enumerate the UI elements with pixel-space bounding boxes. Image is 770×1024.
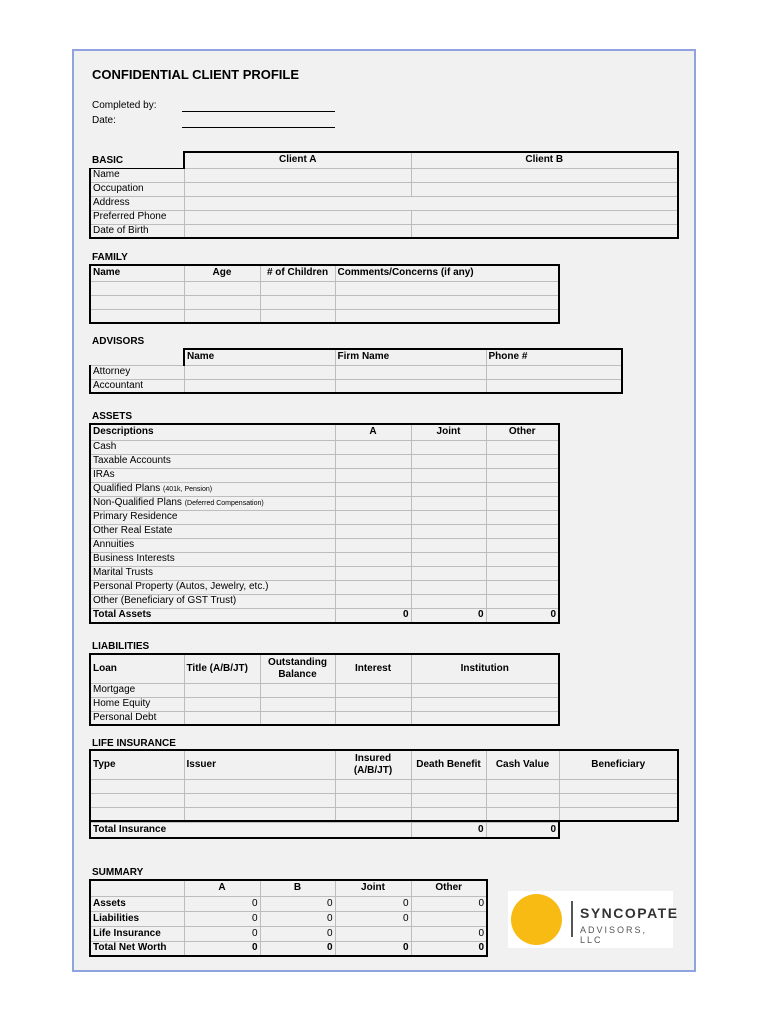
summary-cell xyxy=(411,911,487,926)
client-a-name-field[interactable] xyxy=(184,168,411,182)
asset-cell[interactable] xyxy=(411,454,486,468)
basic-row-label: Occupation xyxy=(90,182,184,196)
life-cell[interactable] xyxy=(486,807,559,821)
life-cell[interactable] xyxy=(184,779,335,793)
asset-cell[interactable] xyxy=(411,552,486,566)
syncopate-logo xyxy=(508,891,679,948)
page-title: CONFIDENTIAL CLIENT PROFILE xyxy=(92,67,300,82)
completed-by-label: Completed by: xyxy=(92,100,157,111)
liabilities-header: Institution xyxy=(411,654,559,683)
total-assets-a: 0 xyxy=(335,608,411,623)
summary-row-label: Liabilities xyxy=(90,911,184,926)
asset-cell[interactable] xyxy=(486,594,559,608)
liability-cell[interactable] xyxy=(260,711,335,725)
sun-icon xyxy=(511,894,562,945)
date-label: Date: xyxy=(92,115,116,126)
asset-cell[interactable] xyxy=(486,566,559,580)
asset-cell[interactable] xyxy=(335,538,411,552)
life-cell[interactable] xyxy=(184,807,335,821)
asset-cell[interactable] xyxy=(486,496,559,510)
summary-cell: 0 xyxy=(335,896,411,911)
liability-cell[interactable] xyxy=(335,711,411,725)
asset-cell[interactable] xyxy=(335,440,411,454)
assets-header: Descriptions xyxy=(90,424,335,440)
summary-header: Other xyxy=(411,880,487,896)
client-b-name-field[interactable] xyxy=(411,168,678,182)
liability-cell[interactable] xyxy=(335,697,411,711)
life-cell[interactable] xyxy=(559,793,678,807)
family-cell[interactable] xyxy=(90,295,184,309)
accountant-name-field[interactable] xyxy=(184,379,335,393)
asset-row-label: Qualified Plans (401k, Pension) xyxy=(90,482,335,496)
life-header: Cash Value xyxy=(486,750,559,779)
family-section-title: FAMILY xyxy=(92,252,128,263)
advisor-row-label: Attorney xyxy=(90,365,184,379)
summary-section-title: SUMMARY xyxy=(92,867,144,878)
family-cell[interactable] xyxy=(184,309,260,323)
asset-cell[interactable] xyxy=(335,524,411,538)
liability-cell[interactable] xyxy=(260,683,335,697)
assets-header: A xyxy=(335,424,411,440)
asset-cell[interactable] xyxy=(335,594,411,608)
life-header: Insured (A/B/JT) xyxy=(335,750,411,779)
summary-cell: 0 xyxy=(184,926,260,941)
attorney-phone-field[interactable] xyxy=(486,365,622,379)
asset-row-label: Cash xyxy=(90,440,335,454)
family-cell[interactable] xyxy=(260,309,335,323)
life-cell[interactable] xyxy=(411,793,486,807)
asset-cell[interactable] xyxy=(411,496,486,510)
summary-cell: 0 xyxy=(184,941,260,956)
liability-cell[interactable] xyxy=(411,711,559,725)
client-a-occupation-field[interactable] xyxy=(184,182,411,196)
life-cell[interactable] xyxy=(411,779,486,793)
client-b-dob-field[interactable] xyxy=(411,224,678,238)
address-field[interactable] xyxy=(184,196,678,210)
asset-cell[interactable] xyxy=(486,440,559,454)
summary-cell: 0 xyxy=(411,926,487,941)
advisors-header: Firm Name xyxy=(335,349,486,365)
liability-cell[interactable] xyxy=(184,711,260,725)
asset-row-label: IRAs xyxy=(90,468,335,482)
asset-row-label: Taxable Accounts xyxy=(90,454,335,468)
family-header: # of Children xyxy=(260,265,335,281)
asset-cell[interactable] xyxy=(335,496,411,510)
basic-row-label: Date of Birth xyxy=(90,224,184,238)
asset-cell[interactable] xyxy=(411,566,486,580)
summary-cell: 0 xyxy=(335,941,411,956)
asset-row-label: Business Interests xyxy=(90,552,335,566)
life-header: Beneficiary xyxy=(559,750,678,779)
life-cell[interactable] xyxy=(411,807,486,821)
liability-cell[interactable] xyxy=(184,683,260,697)
asset-cell[interactable] xyxy=(411,538,486,552)
asset-cell[interactable] xyxy=(335,552,411,566)
liability-cell[interactable] xyxy=(335,683,411,697)
liability-row-label: Home Equity xyxy=(90,697,184,711)
family-cell[interactable] xyxy=(335,295,559,309)
basic-table xyxy=(89,151,679,239)
client-b-header: Client B xyxy=(411,152,678,168)
summary-cell: 0 xyxy=(260,911,335,926)
asset-cell[interactable] xyxy=(411,482,486,496)
asset-cell[interactable] xyxy=(486,524,559,538)
asset-row-label: Personal Property (Autos, Jewelry, etc.) xyxy=(90,580,335,594)
total-cash-value: 0 xyxy=(486,823,559,838)
asset-cell[interactable] xyxy=(335,454,411,468)
life-cell[interactable] xyxy=(486,779,559,793)
liability-cell[interactable] xyxy=(184,697,260,711)
life-insurance-table xyxy=(89,749,679,822)
basic-row-label: Name xyxy=(90,168,184,182)
summary-header: Joint xyxy=(335,880,411,896)
liabilities-header: Interest xyxy=(335,654,411,683)
asset-cell[interactable] xyxy=(411,440,486,454)
asset-cell[interactable] xyxy=(335,580,411,594)
life-header: Type xyxy=(90,750,184,779)
total-assets-other: 0 xyxy=(486,608,559,623)
asset-cell[interactable] xyxy=(335,482,411,496)
asset-cell[interactable] xyxy=(411,594,486,608)
liability-row-label: Mortgage xyxy=(90,683,184,697)
summary-cell: 0 xyxy=(184,911,260,926)
attorney-name-field[interactable] xyxy=(184,365,335,379)
asset-cell[interactable] xyxy=(335,468,411,482)
summary-cell: 0 xyxy=(335,911,411,926)
liabilities-header: Outstanding Balance xyxy=(260,654,335,683)
asset-cell[interactable] xyxy=(486,580,559,594)
life-cell[interactable] xyxy=(90,793,184,807)
asset-cell[interactable] xyxy=(335,566,411,580)
asset-row-label: Other Real Estate xyxy=(90,524,335,538)
asset-cell[interactable] xyxy=(335,510,411,524)
asset-cell[interactable] xyxy=(486,552,559,566)
assets-header: Joint xyxy=(411,424,486,440)
asset-row-label: Primary Residence xyxy=(90,510,335,524)
logo-subtitle: ADVISORS, LLC xyxy=(580,925,648,945)
family-cell[interactable] xyxy=(260,295,335,309)
basic-row-label: Address xyxy=(90,196,184,210)
asset-cell[interactable] xyxy=(411,524,486,538)
family-header: Age xyxy=(184,265,260,281)
date-field[interactable] xyxy=(182,127,335,128)
summary-header: A xyxy=(184,880,260,896)
total-death-benefit: 0 xyxy=(411,823,486,838)
asset-cell[interactable] xyxy=(486,454,559,468)
accountant-phone-field[interactable] xyxy=(486,379,622,393)
advisors-header: Name xyxy=(184,349,335,365)
total-assets-label: Total Assets xyxy=(90,608,335,623)
liabilities-section-title: LIABILITIES xyxy=(92,641,150,652)
client-a-phone-field[interactable] xyxy=(184,210,411,224)
basic-row-label: Preferred Phone xyxy=(90,210,184,224)
summary-cell xyxy=(335,926,411,941)
asset-cell[interactable] xyxy=(486,510,559,524)
advisor-row-label: Accountant xyxy=(90,379,184,393)
liabilities-header: Title (A/B/JT) xyxy=(184,654,260,683)
liability-cell[interactable] xyxy=(411,697,559,711)
attorney-firm-field[interactable] xyxy=(335,365,486,379)
logo-name: SYNCOPATE xyxy=(580,905,679,921)
client-b-phone-field[interactable] xyxy=(411,210,678,224)
client-a-dob-field[interactable] xyxy=(184,224,411,238)
total-insurance-table xyxy=(89,822,560,839)
summary-row-label: Assets xyxy=(90,896,184,911)
asset-cell[interactable] xyxy=(486,482,559,496)
summary-header: B xyxy=(260,880,335,896)
asset-row-label: Other (Beneficiary of GST Trust) xyxy=(90,594,335,608)
summary-row-label: Life Insurance xyxy=(90,926,184,941)
total-assets-joint: 0 xyxy=(411,608,486,623)
summary-cell: 0 xyxy=(260,941,335,956)
logo-divider xyxy=(571,901,573,937)
family-header: Name xyxy=(90,265,184,281)
life-insurance-section-title: LIFE INSURANCE xyxy=(92,738,176,749)
summary-cell: 0 xyxy=(260,926,335,941)
family-table xyxy=(89,264,560,324)
asset-cell[interactable] xyxy=(411,580,486,594)
summary-row-label: Total Net Worth xyxy=(90,941,184,956)
summary-cell: 0 xyxy=(184,896,260,911)
asset-row-label: Marital Trusts xyxy=(90,566,335,580)
assets-header: Other xyxy=(486,424,559,440)
asset-cell[interactable] xyxy=(486,538,559,552)
liability-cell[interactable] xyxy=(411,683,559,697)
life-cell[interactable] xyxy=(90,807,184,821)
summary-cell: 0 xyxy=(260,896,335,911)
accountant-firm-field[interactable] xyxy=(335,379,486,393)
family-cell[interactable] xyxy=(184,295,260,309)
asset-cell[interactable] xyxy=(411,510,486,524)
liabilities-table xyxy=(89,653,560,726)
summary-cell: 0 xyxy=(411,896,487,911)
family-cell[interactable] xyxy=(184,281,260,295)
life-cell[interactable] xyxy=(184,793,335,807)
advisors-table xyxy=(89,348,623,394)
total-insurance-label: Total Insurance xyxy=(90,823,411,838)
life-cell[interactable] xyxy=(335,779,411,793)
asset-cell[interactable] xyxy=(411,468,486,482)
client-b-occupation-field[interactable] xyxy=(411,182,678,196)
completed-by-field[interactable] xyxy=(182,111,335,112)
family-cell[interactable] xyxy=(90,281,184,295)
asset-row-label: Annuities xyxy=(90,538,335,552)
family-cell[interactable] xyxy=(260,281,335,295)
summary-table xyxy=(89,879,488,957)
asset-cell[interactable] xyxy=(486,468,559,482)
family-cell[interactable] xyxy=(335,281,559,295)
family-cell[interactable] xyxy=(90,309,184,323)
client-a-header: Client A xyxy=(184,152,411,168)
liability-row-label: Personal Debt xyxy=(90,711,184,725)
life-cell[interactable] xyxy=(559,807,678,821)
advisors-section-title: ADVISORS xyxy=(92,336,145,347)
asset-row-label: Non-Qualified Plans (Deferred Compensation) xyxy=(90,496,335,510)
basic-section-title: BASIC xyxy=(92,155,124,166)
life-cell[interactable] xyxy=(486,793,559,807)
life-cell[interactable] xyxy=(335,793,411,807)
assets-section-title: ASSETS xyxy=(92,411,133,422)
advisors-header: Phone # xyxy=(486,349,622,365)
life-header: Death Benefit xyxy=(411,750,486,779)
liabilities-header: Loan xyxy=(90,654,184,683)
liability-cell[interactable] xyxy=(260,697,335,711)
life-cell[interactable] xyxy=(559,779,678,793)
summary-cell: 0 xyxy=(411,941,487,956)
life-cell[interactable] xyxy=(90,779,184,793)
family-cell[interactable] xyxy=(335,309,559,323)
life-header: Issuer xyxy=(184,750,335,779)
life-cell[interactable] xyxy=(335,807,411,821)
assets-table xyxy=(89,423,560,624)
family-header: Comments/Concerns (if any) xyxy=(335,265,559,281)
